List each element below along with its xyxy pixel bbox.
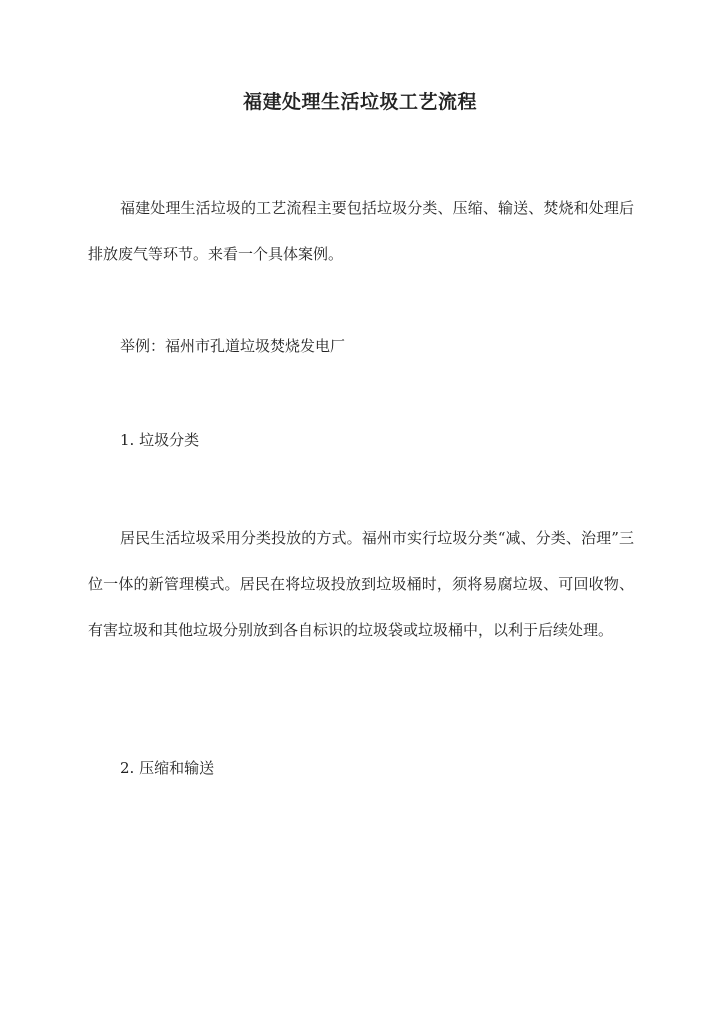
example-paragraph: 举例：福州市孔道垃圾焚烧发电厂 — [120, 337, 346, 355]
section-heading-1: 1. 垃圾分类 — [120, 431, 200, 449]
section-heading-2: 2. 压缩和输送 — [120, 759, 215, 777]
intro-paragraph: 福建处理生活垃圾的工艺流程主要包括垃圾分类、压缩、输送、焚烧和处理后排放废气等环节。来看一个具体案例。 — [88, 199, 634, 263]
document-title: 福建处理生活垃圾工艺流程 — [242, 91, 477, 113]
sorting-paragraph: 居民生活垃圾采用分类投放的方式。福州市实行垃圾分类“减、分类、治理”三位一体的新管理模式。居民在将垃圾投放到垃圾桶时，须将易腐垃圾、可回收物、有害垃圾和其他垃圾分别放到各自标识的垃圾袋或垃圾桶中，以利于后续处理。 — [88, 529, 634, 639]
